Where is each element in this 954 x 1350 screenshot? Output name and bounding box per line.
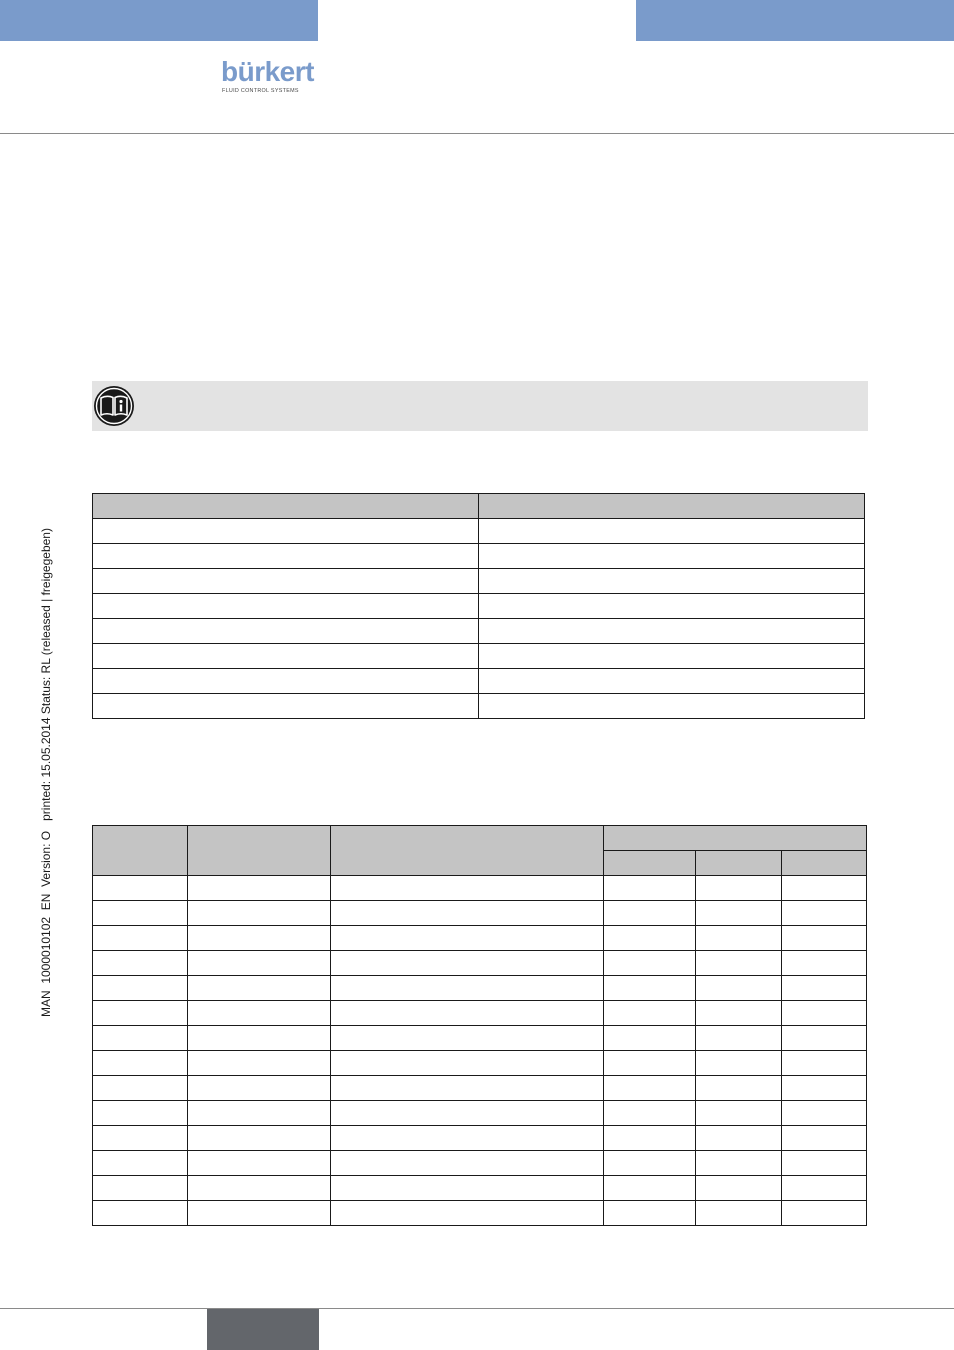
table-cell <box>331 1026 604 1051</box>
table-row <box>93 644 865 669</box>
table-cell <box>782 901 867 926</box>
table-cell <box>604 1076 696 1101</box>
table-cell <box>696 1176 782 1201</box>
table-cell <box>331 1076 604 1101</box>
table-cell <box>93 594 479 619</box>
table-subheader-cell <box>782 851 867 876</box>
table-cell <box>604 1051 696 1076</box>
table-row <box>93 1051 867 1076</box>
table-cell <box>93 544 479 569</box>
table-cell <box>782 1051 867 1076</box>
table-cell <box>188 926 331 951</box>
table-header-cell <box>188 826 331 876</box>
table-cell <box>782 1126 867 1151</box>
table-cell <box>696 901 782 926</box>
table-row <box>93 1026 867 1051</box>
table-cell <box>93 1026 188 1051</box>
table-cell <box>604 951 696 976</box>
table-cell <box>93 1176 188 1201</box>
table-row <box>93 1201 867 1226</box>
table-cell <box>696 1026 782 1051</box>
table-cell <box>188 951 331 976</box>
table-cell <box>696 1076 782 1101</box>
table-cell <box>93 1151 188 1176</box>
table-row <box>93 1101 867 1126</box>
table-row <box>93 1001 867 1026</box>
table-cell <box>604 1201 696 1226</box>
info-manual-icon <box>92 384 136 428</box>
table-header-cell <box>93 826 188 876</box>
table-cell <box>479 669 865 694</box>
table-cell <box>782 1001 867 1026</box>
table-row <box>93 544 865 569</box>
table-cell <box>782 1201 867 1226</box>
table-row <box>93 1076 867 1101</box>
table-cell <box>479 694 865 719</box>
table-cell <box>93 669 479 694</box>
table-cell <box>93 519 479 544</box>
table-cell <box>188 876 331 901</box>
table-cell <box>93 644 479 669</box>
table-cell <box>604 1176 696 1201</box>
table-cell <box>188 1051 331 1076</box>
table-cell <box>188 976 331 1001</box>
table-row <box>93 569 865 594</box>
table-row <box>93 1151 867 1176</box>
table-cell <box>331 901 604 926</box>
table-cell <box>696 926 782 951</box>
table-cell <box>188 1076 331 1101</box>
table-cell <box>188 901 331 926</box>
table-cell <box>696 1101 782 1126</box>
table-header-row <box>93 494 865 519</box>
table-row <box>93 876 867 901</box>
table-cell <box>93 976 188 1001</box>
table-row <box>93 901 867 926</box>
table-cell <box>604 1026 696 1051</box>
table-cell <box>782 976 867 1001</box>
table-cell <box>479 594 865 619</box>
table-body <box>93 876 867 1226</box>
table-cell <box>479 519 865 544</box>
table-cell <box>604 1126 696 1151</box>
header-divider <box>0 133 954 134</box>
table-cell <box>782 1026 867 1051</box>
table-cell <box>696 876 782 901</box>
table-group-header-cell <box>604 826 867 851</box>
table-cell <box>696 1151 782 1176</box>
table-row <box>93 976 867 1001</box>
table-row <box>93 669 865 694</box>
table-cell <box>331 1176 604 1201</box>
table-header-row <box>93 826 867 851</box>
table-cell <box>93 876 188 901</box>
table-cell <box>93 1001 188 1026</box>
table-cell <box>331 1001 604 1026</box>
header-band-right <box>636 0 954 41</box>
table-cell <box>782 1151 867 1176</box>
table-cell <box>479 644 865 669</box>
table-cell <box>188 1201 331 1226</box>
table-subheader-cell <box>604 851 696 876</box>
table-cell <box>782 1101 867 1126</box>
table-cell <box>93 901 188 926</box>
table-row <box>93 1126 867 1151</box>
table-cell <box>604 976 696 1001</box>
table-subheader-cell <box>696 851 782 876</box>
table-cell <box>93 951 188 976</box>
table-row <box>93 951 867 976</box>
table-cell <box>479 569 865 594</box>
table-cell <box>188 1151 331 1176</box>
table-row <box>93 926 867 951</box>
table-cell <box>188 1126 331 1151</box>
table-cell <box>782 1076 867 1101</box>
table-cell <box>604 901 696 926</box>
footer-page-tab <box>207 1309 319 1350</box>
table-row <box>93 619 865 644</box>
table-cell <box>93 619 479 644</box>
table-cell <box>331 1151 604 1176</box>
table-row <box>93 694 865 719</box>
table-cell <box>93 569 479 594</box>
table-cell <box>331 1051 604 1076</box>
logo-wordmark: bürkert <box>221 56 314 87</box>
table-cell <box>696 1051 782 1076</box>
note-box <box>92 381 868 431</box>
table-cell <box>331 951 604 976</box>
data-table-2 <box>92 825 867 1226</box>
table-cell <box>696 951 782 976</box>
table-cell <box>782 926 867 951</box>
table-cell <box>479 544 865 569</box>
table-cell <box>331 1126 604 1151</box>
table-cell <box>782 1176 867 1201</box>
table-cell <box>604 876 696 901</box>
table-cell <box>696 976 782 1001</box>
burkert-logo <box>221 57 321 97</box>
table-cell <box>782 876 867 901</box>
table-header-cell <box>479 494 865 519</box>
table-cell <box>782 951 867 976</box>
table-cell <box>188 1026 331 1051</box>
table-cell <box>93 1101 188 1126</box>
table-cell <box>604 1151 696 1176</box>
table-cell <box>188 1101 331 1126</box>
table-row <box>93 594 865 619</box>
table-cell <box>604 926 696 951</box>
table-cell <box>93 926 188 951</box>
table-cell <box>331 1201 604 1226</box>
table-header-cell <box>93 494 479 519</box>
table-cell <box>188 1001 331 1026</box>
table-cell <box>604 1101 696 1126</box>
table-cell <box>331 926 604 951</box>
header-band-left <box>0 0 318 41</box>
footer-divider <box>0 1308 954 1309</box>
logo-tagline: FLUID CONTROL SYSTEMS <box>222 88 299 94</box>
document-status-margin-text: MAN 1000010102 EN Version: O printed: 15.05.2014 Status: RL (released | freigegeben) <box>39 528 53 1017</box>
table-cell <box>331 1101 604 1126</box>
table-cell <box>696 1126 782 1151</box>
table-cell <box>93 694 479 719</box>
table-row <box>93 519 865 544</box>
table-cell <box>93 1201 188 1226</box>
table-cell <box>604 1001 696 1026</box>
data-table-1 <box>92 493 865 719</box>
table-cell <box>188 1176 331 1201</box>
table-cell <box>696 1201 782 1226</box>
table-cell <box>93 1126 188 1151</box>
table-cell <box>696 1001 782 1026</box>
table-cell <box>479 619 865 644</box>
table-cell <box>331 876 604 901</box>
table-row <box>93 1176 867 1201</box>
table-cell <box>93 1051 188 1076</box>
table-cell <box>93 1076 188 1101</box>
table-cell <box>331 976 604 1001</box>
table-header-cell <box>331 826 604 876</box>
